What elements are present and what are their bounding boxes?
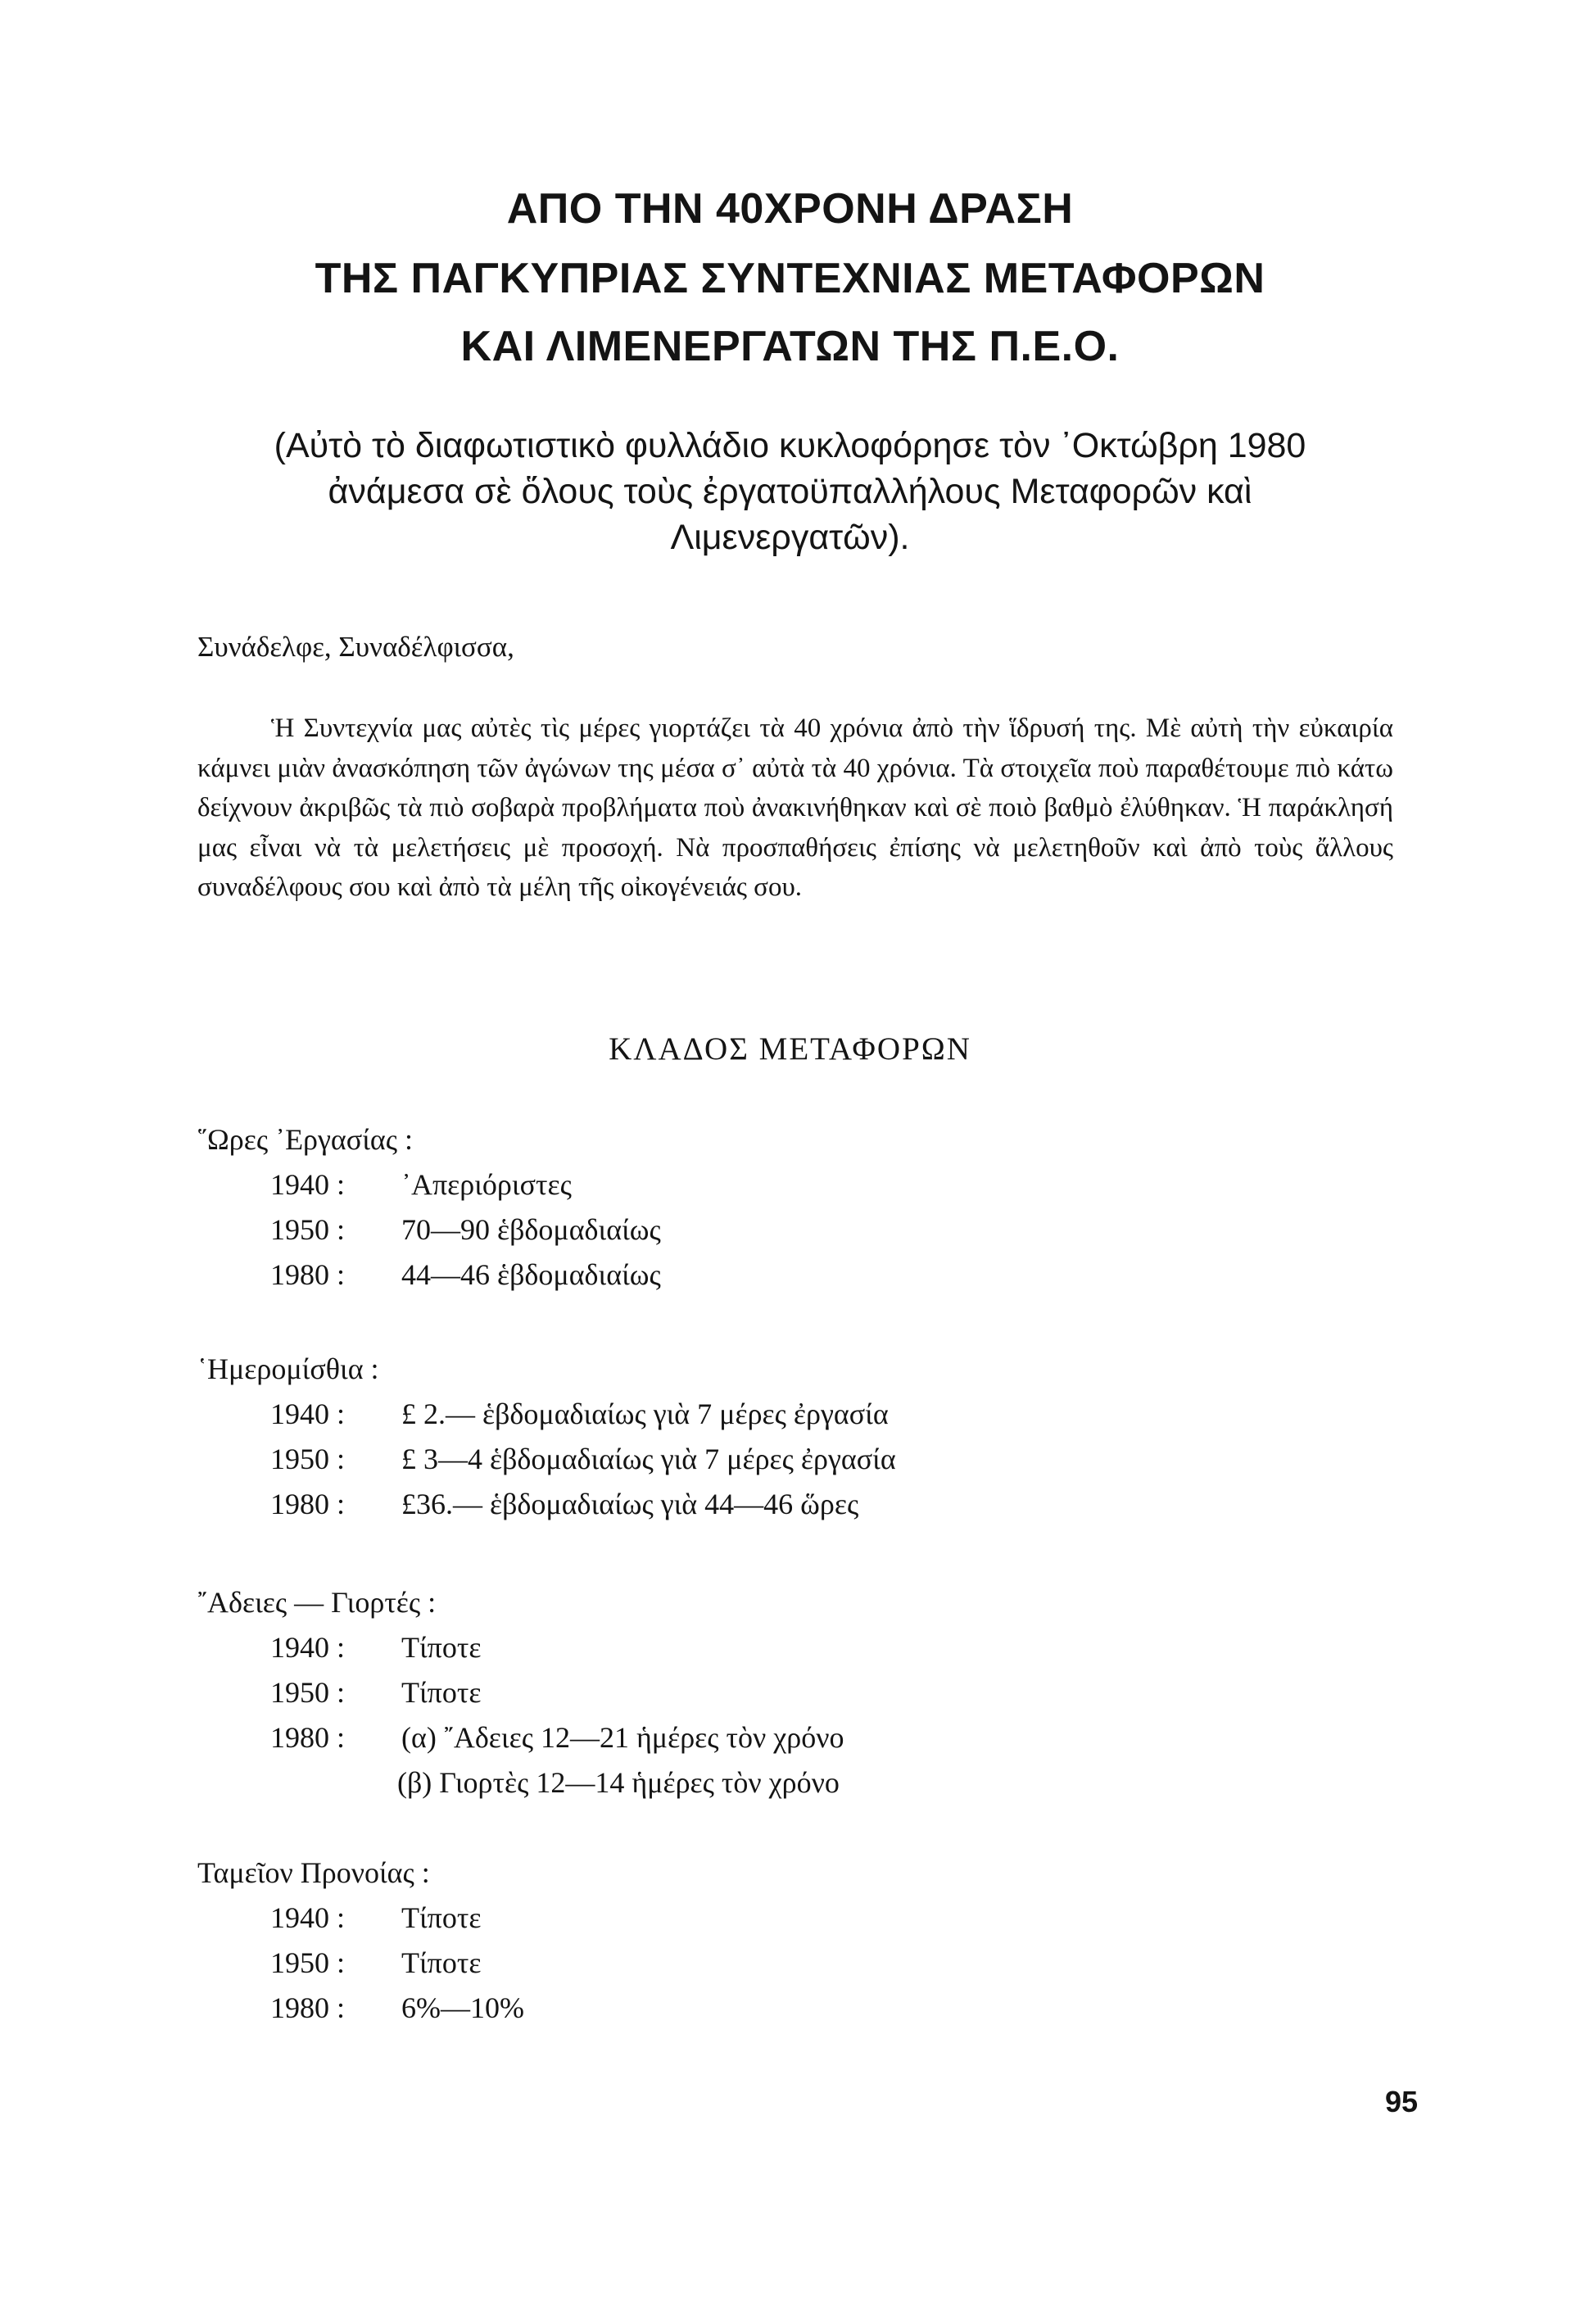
row-value: £ 2.— ἑβδομαδιαίως γιὰ 7 μέρες ἐργασία xyxy=(401,1398,889,1430)
table-subrow: (β) Γιορτὲς 12—14 ἡμέρες τὸν χρόνο xyxy=(397,1766,840,1799)
table-row xyxy=(270,1487,858,1521)
table-row xyxy=(270,1442,896,1476)
group-label-hours: ῞Ωρες ᾿Εργασίας : xyxy=(197,1123,414,1156)
row-year: 1950 : xyxy=(270,1946,346,1979)
table-row xyxy=(270,1630,481,1665)
row-year: 1980 : xyxy=(270,1721,346,1754)
row-value: 44—46 ἑβδομαδιαίως xyxy=(401,1258,661,1291)
table-row xyxy=(270,1720,844,1755)
row-value: (α) ῎Αδειες 12—21 ἡμέρες τὸν χρόνο xyxy=(401,1721,844,1754)
subtitle-line-1: (Αὐτὸ τὸ διαφωτιστικὸ φυλλάδιο κυκλοφόρησε τὸν ᾿Οκτώβρη 1980 xyxy=(274,426,1306,465)
table-row xyxy=(270,1675,481,1710)
title-line-3: ΚΑΙ ΛΙΜΕΝΕΡΓΑΤΩΝ ΤΗΣ Π.Ε.Ο. xyxy=(460,323,1120,370)
row-value: Τίποτε xyxy=(401,1946,482,1979)
row-value: Τίποτε xyxy=(401,1901,482,1934)
row-value: 6%—10% xyxy=(401,1991,524,2024)
row-year: 1950 : xyxy=(270,1443,346,1475)
page-number: 95 xyxy=(1384,2085,1418,2118)
body-paragraph xyxy=(197,709,1393,908)
title-line-2: ΤΗΣ ΠΑΓΚΥΠΡΙΑΣ ΣΥΝΤΕΧΝΙΑΣ ΜΕΤΑΦΟΡΩΝ xyxy=(315,255,1265,302)
section-heading: ΚΛΑΔΟΣ ΜΕΤΑΦΟΡΩΝ xyxy=(609,1031,971,1067)
row-year: 1940 : xyxy=(270,1398,346,1430)
table-row xyxy=(270,1397,889,1431)
table-row xyxy=(270,1212,661,1247)
subtitle-line-2: ἀνάμεσα σὲ ὅλους τοὺς ἐργατοϋπαλλήλους Μεταφορῶν καὶ xyxy=(328,472,1252,511)
row-year: 1940 : xyxy=(270,1901,346,1934)
body-paragraph-text: Ἡ Συντεχνία μας αὐτὲς τὶς μέρες γιορτάζει τὰ 40 χρόνια ἀπὸ τὴν ἵδρυσή της. Μὲ αὐτὴ τὴν εὐκαιρία κάμνει μιὰν ἀνασκόπηση τῶν ἀγώνων της μέσα σ᾿ αὐτὰ τὰ 40 χρόνια. Τὰ στοιχεῖα ποὺ παραθέτουμε πιὸ κάτω δείχνουν ἀκριβῶς τὰ πιὸ σοβαρὰ προβλήματα ποὺ ἀνακινήθηκαν καὶ σὲ ποιὸ βαθμὸ ἐλύθηκαν. Ἡ παράκλησή μας εἶναι νὰ τὰ μελετήσεις μὲ προσοχή. Νὰ προσπαθήσεις ἐπίσης νὰ μελετηθοῦν καὶ ἀπὸ τοὺς ἄλλους συναδέλφους σου καὶ ἀπὸ τὰ μέλη τῆς οἰκογένειάς σου. xyxy=(197,714,1393,902)
title-line-1: ΑΠΟ ΤΗΝ 40ΧΡΟΝΗ ΔΡΑΣΗ xyxy=(506,185,1074,233)
table-row xyxy=(270,1257,661,1292)
row-value: Τίποτε xyxy=(401,1631,482,1664)
row-year: 1980 : xyxy=(270,1991,346,2024)
greeting: Συνάδελφε, Συναδέλφισσα, xyxy=(197,631,514,663)
row-year: 1950 : xyxy=(270,1676,346,1709)
subtitle-line-3: Λιμενεργατῶν). xyxy=(670,518,910,557)
group-label-fund: Ταμεῖον Προνοίας : xyxy=(197,1856,430,1889)
row-value: ᾿Απεριόριστες xyxy=(401,1168,572,1201)
row-value: 70—90 ἑβδομαδιαίως xyxy=(401,1213,661,1246)
row-year: 1940 : xyxy=(270,1168,346,1201)
row-value: £ 3—4 ἑβδομαδιαίως γιὰ 7 μέρες ἐργασία xyxy=(401,1443,896,1475)
row-year: 1980 : xyxy=(270,1258,346,1291)
table-row xyxy=(270,1991,524,2025)
group-label-wages: ῾Ημερομίσθια : xyxy=(197,1352,379,1385)
table-row xyxy=(270,1946,481,1980)
row-year: 1950 : xyxy=(270,1213,346,1246)
row-year: 1940 : xyxy=(270,1631,346,1664)
row-value: £36.— ἑβδομαδιαίως γιὰ 44—46 ὥρες xyxy=(401,1488,859,1520)
table-row xyxy=(270,1900,481,1935)
row-year: 1980 : xyxy=(270,1488,346,1520)
row-value: Τίποτε xyxy=(401,1676,482,1709)
table-row xyxy=(270,1167,572,1202)
group-label-leave: ῎Αδειες — Γιορτές : xyxy=(197,1586,437,1619)
